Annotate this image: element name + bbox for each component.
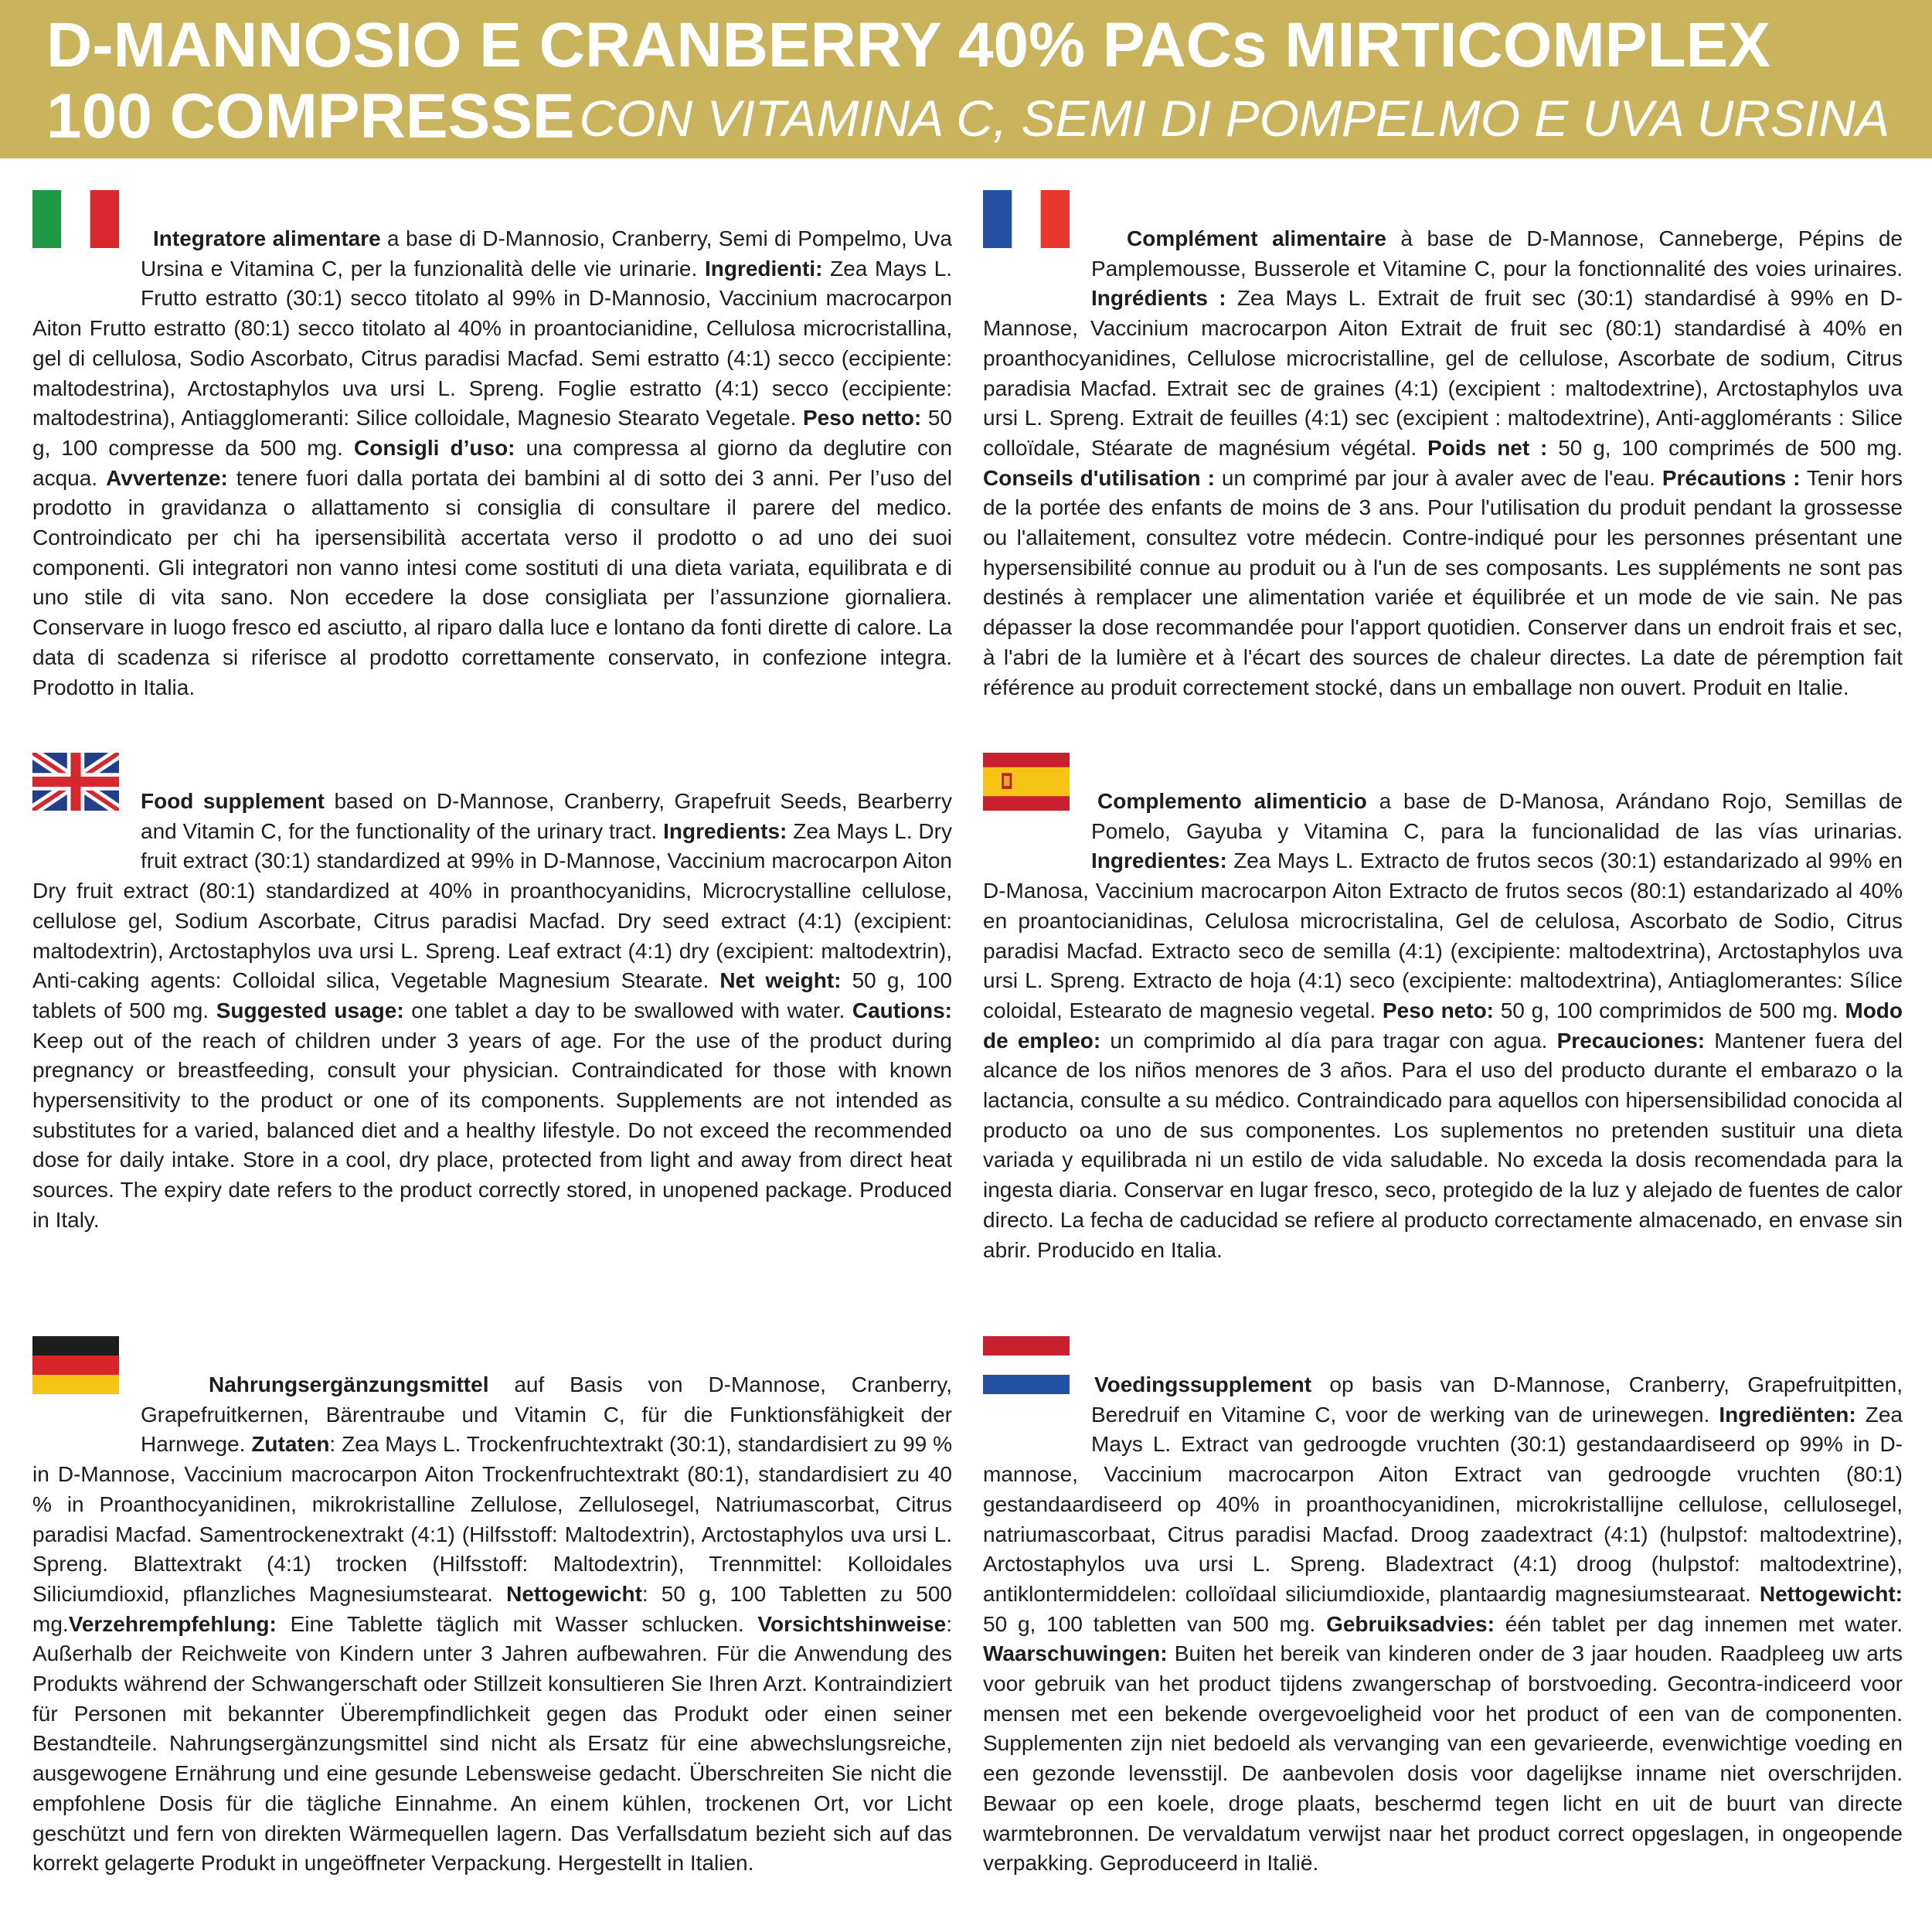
heading-en: Food supplement [141,789,325,813]
label-it-weight: Peso netto: [803,406,922,430]
text-es-1: a base de D-Manosa, Arándano Rojo, Semillas de Pomelo, Gayuba y Vitamina C, para la funcionalidad de las vías urinarias. [1091,789,1903,843]
header-banner [0,0,1932,158]
label-es-usage: Modo de empleo: [983,998,1903,1053]
text-es-4: un comprimido al día para tragar con agua. [1100,1028,1557,1053]
text-fr-2: Zea Mays L. Extrait de fruit sec (30:1) standardisé à 99% en D-Mannose, Vaccinium macrocarpon Aiton Extrait de fruit sec (80:1) standardisé à 40% en proanthocyanidines, Cellulose microcristalline, gel de cellulose, Ascorbate de sodium, Citrus paradisia Macfad. Extrait sec de graines (4:1) (excipient : maltodextrine), Arctostaphylos uva ursi L. Spreng. Extrait de feuilles (4:1) sec (excipient : maltodextrine), Anti-agglomérants : Silice colloïdale, Stéarate de magnésium végétal. [983,286,1903,460]
text-fr-5: Tenir hors de la portée des enfants de moins de 3 ans. Pour l'utilisation du produit pendant la grossesse ou l'allaitement, consultez votre médecin. Contre-indiqué pour les personnes présentant une hypersensibilité connue au produit ou à l'un de ses composants. Les suppléments ne sont pas destinés à remplacer une alimentation variée et équilibrée et un mode de vie sain. Ne pas dépasser la dose recommandée pour l'apport quotidien. Conserver dans un endroit frais et sec, à l'abri de la lumière et à l'écart des sources de chaleur directes. La date de péremption fait référence au produit correctement stocké, dans un emballage non ouvert. Produit en Italie. [983,465,1903,699]
label-it-usage: Consigli d’uso: [354,435,515,460]
text-nl-5: Buiten het bereik van kinderen onder de 3 jaar houden. Raadpleeg uw arts voor gebruik van het product tijdens zwangerschap of borstvoeding. Gecontra-indiceerd voor mensen met een bekende overgevoeligheid voor het product of een van de componenten. Supplementen zijn niet bedoeld als vervanging van een gevarieerde, evenwichtige voeding en een gezonde levensstijl. De aanbevolen dosis voor dagelijkse inname niet overschrijden. Bewaar op een koele, droge plaats, beschermd tegen licht en uit de buurt van directe warmtebronnen. De vervaldatum verwijst naar het product correct opgeslagen, in ongeopende verpakking. Geproduceerd in Italië. [983,1641,1903,1876]
label-es-warnings: Precauciones: [1556,1028,1706,1053]
label-es-weight: Peso neto: [1382,998,1494,1022]
product-title: D-MANNOSIO E CRANBERRY 40% PACs MIRTICOMPLEX [46,10,1770,80]
text-de-2: : Zea Mays L. Trockenfruchtextrakt (30:1), standardisiert zu 99 % in D-Mannose, Vaccinium macrocarpon Aiton Trockenfruchtextrakt (80:1), standardisiert zu 40 % in Proanthocyanidinen, mikrokristalline Zellulose, Zellulosegel, Natriumascorbat, Citrus paradisi Macfad. Samentrockenextrakt (4:1) (Hilfsstoff: Maltodextrin), Arctostaphylos uva ursi L. Spreng. Blattextrakt (4:1) trocken (Hilfsstoff: Maltodextrin), Trennmittel: Kolloidales Siliciumdioxid, pflanzliches Magnesiumstearat. [32,1432,953,1606]
heading-it: Integratore alimentare [153,226,381,250]
text-de-4: Eine Tablette täglich mit Wasser schlucken. [276,1611,758,1636]
label-it-ingredients: Ingredienti: [704,256,823,281]
label-fr-usage: Conseils d'utilisation : [983,465,1215,490]
label-de-usage: Verzehrempfehlung: [68,1611,277,1636]
section-german [32,1370,952,1879]
text-it-5: tenere fuori dalla portata dei bambini al di sotto dei 3 anni. Per l’uso del prodotto in gravidanza o allattamento si consiglia di consultare il parere del medico. Controindicato per chi ha ipersensibilità accertata verso il prodotto o ad uno dei suoi componenti. Gli integratori non vanno intesi come sostituti di una dieta variata, equilibrata e di uno stile di vita sano. Non eccedere la dose consigliata per l’assunzione giornaliera. Conservare in luogo fresco ed asciutto, al riparo dalla luce e lontano da fonti dirette di calore. La data di scadenza si riferisce al prodotto correttamente conservato, in confezione integra. Prodotto in Italia. [32,465,952,699]
label-it-warnings: Avvertenze: [106,465,228,490]
text-es-3: 50 g, 100 comprimidos de 500 mg. [1494,998,1845,1022]
netherlands-flag-icon [983,1336,1070,1394]
label-nl-ingredients: Ingrediënten: [1719,1402,1856,1427]
text-nl-3: 50 g, 100 tabletten van 500 mg. [983,1611,1327,1636]
section-italian [32,224,952,702]
italy-flag-icon [32,190,119,248]
label-en-warnings: Cautions: [852,998,952,1022]
uk-flag-icon [32,753,119,811]
spain-flag-icon [983,753,1070,811]
label-en-ingredients: Ingredients: [663,818,787,843]
heading-es: Complemento alimenticio [1097,789,1367,813]
text-nl-2: Zea Mays L. Extract van gedroogde vruchten (30:1) gestandaardiseerd op 99% in D-mannose, Vaccinium macrocarpon Aiton Extract van gedroogde vruchten (80:1) gestandaardiseerd op 40% in proanthocyanidinen, microkristallijne cellulose, cellulosegel, natriumascorbaat, Citrus paradisi Macfad. Droog zaadextract (4:1) (hulpstof: maltodextrine), Arctostaphylos uva ursi L. Spreng. Bladextract (4:1) droog (hulpstof: maltodextrine), antiklontermiddelen: colloïdaal siliciumdioxide, plantaardig magnesiumstearaat. [983,1402,1903,1606]
product-count: 100 COMPRESSE [46,81,575,151]
text-nl-1: op basis van D-Mannose, Cranberry, Grapefruitpitten, Beredruif en Vitamine C, voor de werking van de urinewegen. [1091,1372,1903,1427]
text-es-5: Mantener fuera del alcance de los niños menores de 3 años. Para el uso del producto durante el embarazo o la lactancia, consulte a su médico. Contraindicado para aquellos con hipersensibilidad conocida al producto oa uno de sus componentes. Los suplementos no pretenden sustituir una dieta variada y equilibrada ni un estilo de vida saludable. No exceda la dosis recomendada para la ingesta diaria. Conservar en lugar fresco, seco, protegido de la luz y alejado de fuentes de calor directo. La fecha de caducidad se refiere al producto correctamente almacenado, en envase sin abrir. Producido en Italia. [983,1028,1903,1262]
text-en-5: Keep out of the reach of children under 3 years of age. For the use of the product during pregnancy or breastfeeding, consult your physician. Contraindicated for those with known hypersensitivity to the product or one of its components. Supplements are not intended as substitutes for a varied, balanced diet and a healthy lifestyle. Do not exceed the recommended dose for daily intake. Store in a cool, dry place, protected from light and away from direct heat sources. The expiry date refers to the product correctly stored, in unopened package. Produced in Italy. [32,1028,952,1232]
text-it-3: 50 g, 100 compresse da 500 mg. [32,406,952,460]
section-dutch [983,1370,1903,1879]
section-english [32,787,952,1236]
label-de-weight: Nettogewicht [506,1581,642,1606]
label-de-warnings: Vorsichtshinweise [757,1611,947,1636]
label-nl-weight: Nettogewicht: [1759,1581,1903,1606]
text-en-1: based on D-Mannose, Cranberry, Grapefruit Seeds, Bearberry and Vitamin C, for the functionality of the urinary tract. [141,789,953,843]
text-it-1: a base di D-Mannosio, Cranberry, Semi di Pompelmo, Uva Ursina e Vitamina C, per la funzionalità delle vie urinarie. [141,226,952,281]
label-fr-ingredients: Ingrédients : [1091,286,1226,311]
text-fr-1: à base de D-Mannose, Canneberge, Pépins de Pamplemousse, Busserole et Vitamine C, pour la fonctionnalité des voies urinaires. [1091,226,1903,281]
label-es-ingredients: Ingredientes: [1091,849,1227,873]
text-en-4: one tablet a day to be swallowed with water. [403,998,852,1022]
text-en-2: Zea Mays L. Dry fruit extract (30:1) standardized at 99% in D-Mannose, Vaccinium macrocarpon Aiton Dry fruit extract (80:1) standardized at 40% in proanthocyanidins, Microcrystalline cellulose, cellulose gel, Sodium Ascorbate, Citrus paradisi Macfad. Dry seed extract (4:1) (excipient: maltodextrin), Arctostaphylos uva ursi L. Spreng. Leaf extract (4:1) dry (excipient: maltodextrin), Anti-caking agents: Colloidal silica, Vegetable Magnesium Stearate. [32,818,952,993]
text-fr-4: un comprimé par jour à avaler avec de l'eau. [1214,465,1662,490]
text-de-1: auf Basis von D-Mannose, Cranberry, Grapefruitkernen, Bärentraube und Vitamin C, für die Funktionsfähigkeit der Harnwege. [141,1372,952,1457]
section-spanish [983,787,1903,1265]
germany-flag-icon [32,1336,119,1394]
text-fr-3: 50 g, 100 comprimés de 500 mg. [1547,435,1903,460]
france-flag-icon [983,190,1070,248]
text-en-3: 50 g, 100 tablets of 500 mg. [32,968,952,1022]
label-en-weight: Net weight: [719,968,842,993]
text-it-4: una compressa al giorno da deglutire con acqua. [32,435,953,490]
heading-nl: Voedingssupplement [1094,1372,1312,1396]
heading-de: Nahrungsergänzungsmittel [209,1372,489,1396]
label-de-ingredients: Zutaten [251,1432,330,1457]
section-french [983,224,1903,702]
text-de-3: : 50 g, 100 Tabletten zu 500 mg. [32,1581,952,1636]
label-fr-warnings: Précautions : [1662,465,1801,490]
text-it-2: Zea Mays L. Frutto estratto (30:1) secco titolato al 99% in D-Mannosio, Vaccinium macrocarpon Aiton Frutto estratto (80:1) secco titolato al 40% in proantocianidine, Cellulosa microcristallina, gel di cellulosa, Sodio Ascorbato, Citrus paradisi Macfad. Semi estratto (4:1) secco (eccipiente: maltodestrina), Arctostaphylos uva ursi L. Spreng. Foglie estratto (4:1) secco (eccipiente: maltodestrina), Antiagglomeranti: Silice colloidale, Magnesio Stearato Vegetale. [32,256,953,430]
text-de-5: : Außerhalb der Reichweite von Kindern unter 3 Jahren aufbewahren. Für die Anwendung des Produkts während der Schwangerschaft oder Stillzeit konsultieren Sie Ihren Arzt. Kontraindiziert für Personen mit bekannter Überempfindlichkeit gegen das Produkt oder einen seiner Bestandteile. Nahrungsergänzungsmittel sind nicht als Ersatz für eine abwechslungsreiche, ausgewogene Ernährung und eine gesunde Lebensweise gedacht. Überschreiten Sie nicht die empfohlene Dosis für die tägliche Einnahme. An einem kühlen, trockenen Ort, vor Licht geschützt und fern von direkten Wärmequellen lagern. Das Verfallsdatum bezieht sich auf das korrekt gelagerte Produkt in ungeöffneter Verpackung. Hergestellt in Italien. [32,1611,952,1876]
text-nl-4: één tablet per dag innemen met water. [1494,1611,1903,1636]
product-subtitle: CON VITAMINA C, SEMI DI POMPELMO E UVA URSINA [579,90,1889,147]
label-fr-weight: Poids net : [1427,435,1548,460]
label-nl-warnings: Waarschuwingen: [983,1641,1168,1666]
text-es-2: Zea Mays L. Extracto de frutos secos (30:1) estandarizado al 99% en D-Manosa, Vaccinium macrocarpon Aiton Extracto de frutos secos (80:1) estandarizado al 40% en proantocianidinas, Celulosa microcristalina, Gel de celulosa, Ascorbato de Sodio, Citrus paradisi Macfad. Extracto seco de semilla (4:1) (excipiente: maltodextrina), Arctostaphylos uva ursi L. Spreng. Extracto de hoja (4:1) seco (excipiente: maltodextrina), Antiaglomerantes: Sílice coloidal, Estearato de magnesio vegetal. [983,849,1903,1022]
heading-fr: Complément alimentaire [1127,226,1386,250]
label-nl-usage: Gebruiksadvies: [1326,1611,1495,1636]
label-en-usage: Suggested usage: [216,998,404,1022]
